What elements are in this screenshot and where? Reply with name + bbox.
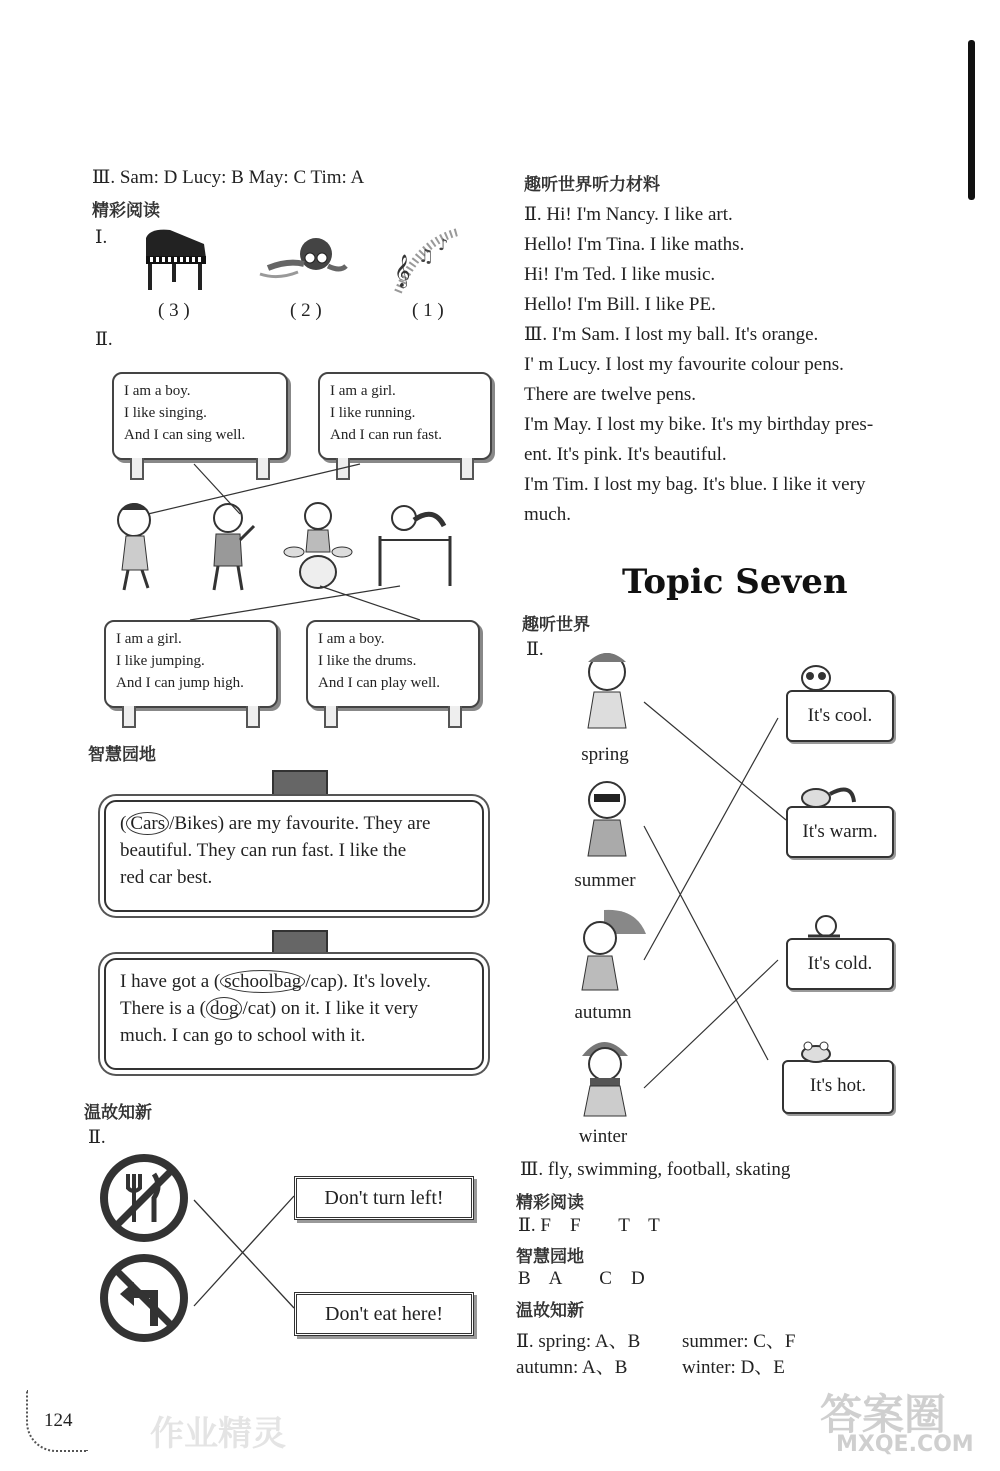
season-label: winter (578, 1126, 628, 1147)
part1-label: Ⅰ. (95, 227, 108, 248)
listen-line: much. (524, 504, 571, 525)
review-heading: 温故知新 (84, 1103, 152, 1123)
spring-girl-figure (572, 648, 642, 738)
review-answer: summer: C、F (682, 1331, 796, 1352)
listen-line: ent. It's pink. It's beautiful. (524, 444, 727, 465)
listen-line: Ⅲ. I'm Sam. I lost my ball. It's orange. (524, 324, 819, 345)
listen-line: Hello! I'm Tina. I like maths. (524, 234, 745, 255)
board-leg (246, 706, 260, 728)
part1-item-1: ( 3 ) (158, 300, 190, 321)
weather-card: It's warm. (786, 806, 894, 858)
frog-icon (796, 1040, 836, 1064)
circled-answer: dog (206, 997, 243, 1020)
swimmer-icon (258, 230, 348, 290)
page-edge-mark (968, 40, 975, 200)
no-left-turn-sign-icon (98, 1252, 190, 1344)
page-number: 124 (44, 1410, 73, 1431)
sign-board (104, 620, 278, 708)
season-label: autumn (574, 1002, 632, 1023)
board-line: I like running. (330, 405, 416, 421)
listen-line: There are twelve pens. (524, 384, 696, 405)
weather-card: It's cool. (786, 690, 894, 742)
watermark-site: MXQE.COM (836, 1432, 974, 1457)
reading-answer: Ⅱ. F F T T (518, 1215, 660, 1236)
listening-heading: 趣听世界听力材料 (524, 175, 660, 195)
board-line: I am a girl. (116, 631, 182, 647)
listen-line: I'm May. I lost my bike. It's my birthday pres- (524, 414, 874, 435)
matching-lines (190, 1190, 300, 1310)
listen-line: I' m Lucy. I lost my favourite colour pens. (524, 354, 844, 375)
scroll-text: red car best. (120, 867, 213, 888)
winter-girl-figure (570, 1028, 650, 1120)
s3-answer: Ⅲ. fly, swimming, football, skating (520, 1159, 791, 1180)
board-line: I am a girl. (330, 383, 396, 399)
owl-icon (796, 660, 836, 692)
part2-label: Ⅱ. (95, 329, 113, 350)
music-notes-icon (388, 222, 468, 294)
topic-title: Topic Seven (622, 562, 848, 602)
season-label: spring (581, 744, 629, 765)
snail-icon (804, 908, 844, 940)
season-label: summer (574, 870, 636, 891)
board-leg (448, 706, 462, 728)
part1-item-2: ( 2 ) (290, 300, 322, 321)
board-line: And I can sing well. (124, 427, 246, 443)
watermark-stamp: 作业精灵 (150, 1414, 286, 1454)
review-heading-right: 温故知新 (516, 1301, 584, 1321)
board-line: I like singing. (124, 405, 207, 421)
matching-lines (100, 430, 480, 650)
listen-line: I'm Tim. I lost my bag. It's blue. I like it very (524, 474, 866, 495)
weather-card: It's cold. (786, 938, 894, 990)
listen-line: Ⅱ. Hi! I'm Nancy. I like art. (524, 204, 733, 225)
scroll-text: I have got a ( (120, 971, 221, 992)
circled-answer: schoolbag (220, 970, 305, 993)
scroll-ribbon (272, 770, 328, 804)
watermark-logo: 答案圈 (820, 1390, 947, 1439)
board-line: I like the drums. (318, 653, 417, 669)
board-line: I am a boy. (124, 383, 191, 399)
part1-item-3: ( 1 ) (412, 300, 444, 321)
board-line: And I can jump high. (116, 675, 244, 691)
review-answer: winter: D、E (682, 1357, 785, 1378)
scroll-text: /cat) on it. I like it very (242, 998, 419, 1019)
wisdom-answer: B A C D (518, 1268, 645, 1289)
summer-girl-figure (572, 776, 642, 866)
sign-card: Don't eat here! (294, 1292, 474, 1336)
scroll-card (104, 958, 484, 1070)
wisdom-heading: 智慧园地 (88, 745, 156, 765)
scroll-text: /cap). It's lovely. (305, 971, 431, 992)
piano-icon (140, 226, 212, 294)
wisdom-heading-right: 智慧园地 (516, 1247, 584, 1267)
board-line: I am a boy. (318, 631, 385, 647)
review-answer: Ⅱ. spring: A、B (516, 1331, 641, 1352)
autumn-girl-figure (570, 904, 650, 996)
listening-text (524, 200, 873, 530)
board-line: I like jumping. (116, 653, 205, 669)
sign-card: Don't turn left! (294, 1176, 474, 1220)
review-answer: autumn: A、B (516, 1357, 628, 1378)
svg-text:𝄞: 𝄞 (394, 254, 411, 287)
board-line: And I can play well. (318, 675, 441, 691)
no-eating-sign-icon (98, 1152, 190, 1244)
sign-board (306, 620, 480, 708)
svg-text:♫: ♫ (418, 246, 435, 267)
circled-answer: Cars (126, 812, 169, 835)
fun-listen-heading: 趣听世界 (522, 615, 590, 635)
scroll-text: much. I can go to school with it. (120, 1025, 366, 1046)
scroll-text: /Bikes) are my favourite. They are (169, 813, 431, 834)
scroll-card: ( Cars /Bikes) are my favourite. They are beautiful. They can run fast. I like the red car best. (104, 800, 484, 912)
squirrel-icon (796, 780, 860, 810)
scroll-text: beautiful. They can run fast. I like the (120, 840, 407, 861)
listen-line: Hi! I'm Ted. I like music. (524, 264, 716, 285)
board-line: And I can run fast. (330, 427, 443, 443)
board-leg (122, 706, 136, 728)
reading-heading-right: 精彩阅读 (516, 1193, 584, 1213)
fun-listen-label: Ⅱ. (526, 639, 544, 660)
svg-text:♪: ♪ (438, 235, 449, 254)
weather-card: It's hot. (782, 1060, 894, 1114)
listen-line: Hello! I'm Bill. I like PE. (524, 294, 716, 315)
reading-heading: 精彩阅读 (92, 201, 160, 221)
matching-lines (640, 690, 790, 1110)
scroll-text: There is a ( (120, 998, 206, 1019)
s3-answer-line: Ⅲ. Sam: D Lucy: B May: C Tim: A (92, 167, 365, 188)
board-leg (324, 706, 338, 728)
review-label: Ⅱ. (88, 1127, 106, 1148)
